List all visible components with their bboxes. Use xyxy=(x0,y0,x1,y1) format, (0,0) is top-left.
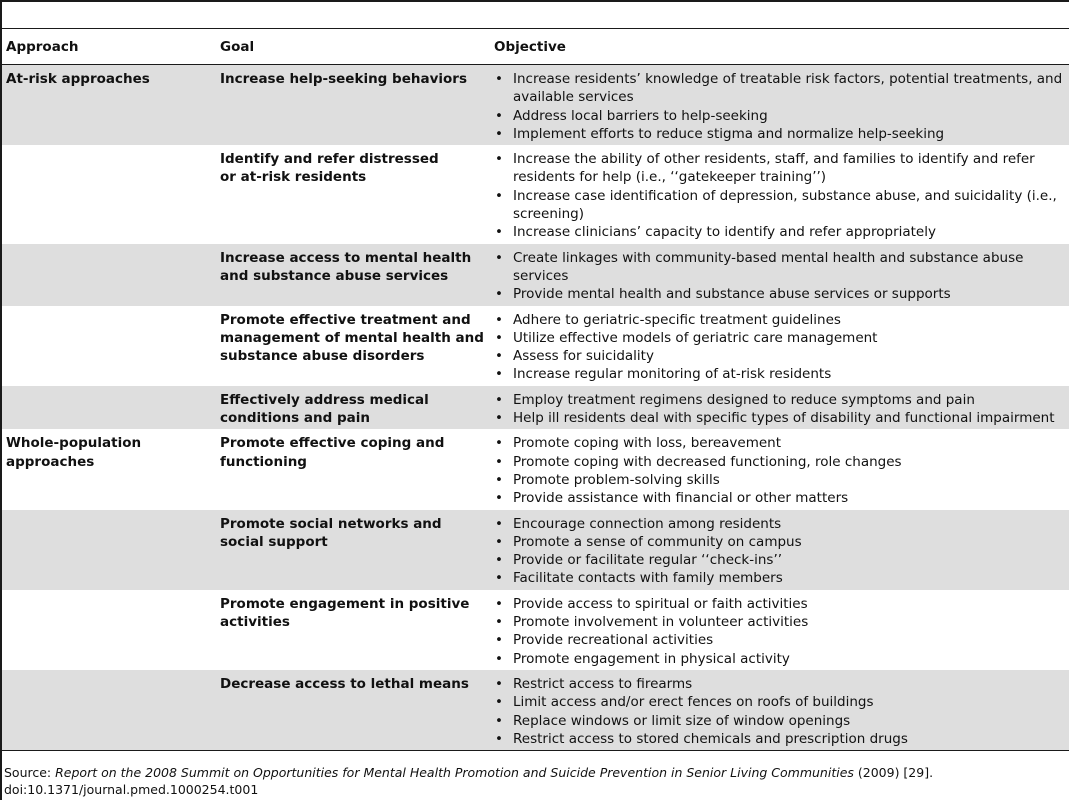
table-header xyxy=(2,29,1069,65)
objective-list xyxy=(494,595,1069,668)
source-line xyxy=(4,764,1064,781)
table-row xyxy=(2,670,1069,751)
objective-cell xyxy=(490,311,1069,384)
objective-item: • Provide mental health and substance abuse services or supports xyxy=(494,285,1069,303)
goal-cell: Promote effective treatment and management of mental health and substance abuse disorders xyxy=(220,311,484,365)
source-suffix: (2009) [29]. xyxy=(853,765,934,780)
objective-item: • Promote coping with loss, bereavement xyxy=(494,434,1069,452)
header-objective: Objective xyxy=(494,38,566,55)
table-body xyxy=(2,65,1069,751)
objective-item: • Provide assistance with financial or other matters xyxy=(494,489,1069,507)
objective-item: • Provide recreational activities xyxy=(494,631,1069,649)
objective-list xyxy=(494,675,1069,748)
table-row xyxy=(2,145,1069,243)
approach-cell xyxy=(2,150,212,241)
table-row xyxy=(2,306,1069,386)
approach-cell xyxy=(2,675,212,748)
source-label: Source: xyxy=(4,765,56,780)
objective-list xyxy=(494,70,1069,143)
approach-cell xyxy=(2,595,212,668)
approach-cell: At-risk approaches xyxy=(6,71,150,87)
objective-item: • Employ treatment regimens designed to reduce symptoms and pain xyxy=(494,391,1069,409)
strategy-table xyxy=(2,28,1069,751)
goal-cell: Promote social networks and social support xyxy=(220,515,442,550)
objective-item: • Restrict access to firearms xyxy=(494,675,1069,693)
goal-cell: Promote engagement in positive activities xyxy=(220,595,470,631)
objective-list xyxy=(494,515,1069,588)
objective-cell xyxy=(490,150,1069,241)
objective-cell xyxy=(490,249,1069,304)
objective-item: • Provide or facilitate regular ‘‘check-ins’’ xyxy=(494,551,1069,569)
objective-cell xyxy=(490,391,1069,428)
objective-item: • Address local barriers to help-seeking xyxy=(494,107,1069,125)
source-title: Report on the 2008 Summit on Opportunities for Mental Health Promotion and Suicide Prevention in Senior Living Communities xyxy=(55,765,854,780)
goal-cell: Effectively address medical conditions and pain xyxy=(220,391,429,427)
table-row xyxy=(2,65,1069,145)
objective-item: • Utilize effective models of geriatric care management xyxy=(494,329,1069,347)
objective-item: • Increase case identification of depression, substance abuse, and suicidality (i.e., screening) xyxy=(494,187,1069,224)
objective-list xyxy=(494,434,1069,507)
objective-list xyxy=(494,249,1069,304)
approach-cell xyxy=(2,391,212,428)
table-row xyxy=(2,590,1069,670)
approach-cell: Whole-population approaches xyxy=(6,435,142,470)
objective-cell xyxy=(490,434,1069,507)
objective-item: • Facilitate contacts with family members xyxy=(494,569,1069,587)
goal-cell: Increase access to mental health and substance abuse services xyxy=(220,249,472,284)
goal-cell: Increase help-seeking behaviors xyxy=(220,71,467,87)
objective-item: • Limit access and/or erect fences on roofs of buildings xyxy=(494,693,1069,711)
objective-item: • Increase residents’ knowledge of treatable risk factors, potential treatments, and available services xyxy=(494,70,1069,107)
objective-item: • Promote a sense of community on campus xyxy=(494,533,1069,551)
objective-item: • Restrict access to stored chemicals and prescription drugs xyxy=(494,730,1069,748)
objective-cell xyxy=(490,70,1069,143)
top-border xyxy=(0,0,1069,2)
objective-cell xyxy=(490,515,1069,588)
objective-list xyxy=(494,311,1069,384)
objective-item: • Promote problem-solving skills xyxy=(494,471,1069,489)
objective-item: • Increase the ability of other residents, staff, and families to identify and refer residents for help (i.e., ‘‘gatekeeper training’’) xyxy=(494,150,1069,187)
goal-cell: Identify and refer distressed or at-risk residents xyxy=(220,151,439,186)
objective-item: • Promote engagement in physical activity xyxy=(494,650,1069,668)
approach-cell xyxy=(2,515,212,588)
objective-item: • Promote involvement in volunteer activities xyxy=(494,613,1069,631)
table-row xyxy=(2,429,1069,509)
table-row xyxy=(2,244,1069,306)
objective-item: • Assess for suicidality xyxy=(494,347,1069,365)
goal-cell: Promote effective coping and functioning xyxy=(220,435,445,470)
objective-cell xyxy=(490,595,1069,668)
objective-list xyxy=(494,391,1069,428)
header-goal: Goal xyxy=(220,38,255,55)
doi-line: doi:10.1371/journal.pmed.1000254.t001 xyxy=(4,782,259,797)
approach-cell xyxy=(2,311,212,384)
objective-list xyxy=(494,150,1069,241)
objective-item: • Create linkages with community-based mental health and substance abuse services xyxy=(494,249,1069,286)
header-approach: Approach xyxy=(6,38,79,55)
objective-item: • Replace windows or limit size of window openings xyxy=(494,712,1069,730)
objective-item: • Implement efforts to reduce stigma and normalize help-seeking xyxy=(494,125,1069,143)
objective-item: • Help ill residents deal with specific types of disability and functional impairment xyxy=(494,409,1069,427)
objective-item: • Promote coping with decreased functioning, role changes xyxy=(494,453,1069,471)
objective-cell xyxy=(490,675,1069,748)
objective-item: • Increase clinicians’ capacity to identify and refer appropriately xyxy=(494,223,1069,241)
objective-item: • Adhere to geriatric-specific treatment guidelines xyxy=(494,311,1069,329)
table-row xyxy=(2,510,1069,590)
objective-item: • Encourage connection among residents xyxy=(494,515,1069,533)
objective-item: • Provide access to spiritual or faith activities xyxy=(494,595,1069,613)
table-footer xyxy=(4,764,1064,798)
goal-cell: Decrease access to lethal means xyxy=(220,675,469,692)
table-row xyxy=(2,386,1069,430)
objective-item: • Increase regular monitoring of at-risk residents xyxy=(494,365,1069,383)
approach-cell xyxy=(2,249,212,304)
